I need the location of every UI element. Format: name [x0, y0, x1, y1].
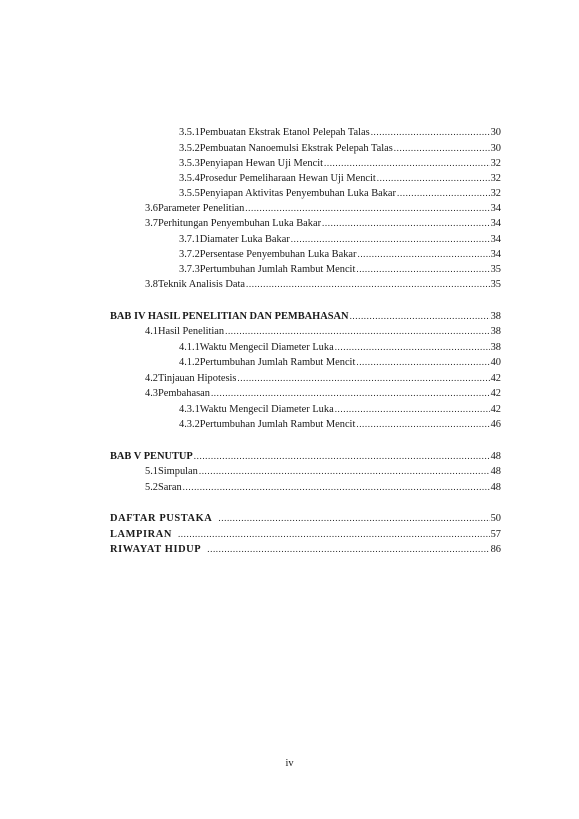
toc-entry — [179, 355, 501, 370]
toc-title: Pertumbuhan Jumlah Rambut Mencit — [199, 357, 356, 368]
toc-page: 32 — [490, 173, 501, 184]
toc-number: 3.7 — [145, 218, 158, 229]
toc-entry — [179, 402, 501, 417]
toc-title: Penyiapan Aktivitas Penyembuhan Luka Bakar — [199, 188, 397, 199]
toc-number: 4.3 — [145, 388, 158, 399]
toc-page: 32 — [490, 158, 501, 169]
toc-leader — [371, 125, 490, 139]
toc-entry — [179, 232, 501, 247]
toc-title: Saran — [158, 482, 182, 493]
toc-number: 3.5.4 — [179, 173, 200, 184]
toc-number: 4.1.2 — [179, 357, 200, 368]
toc-chapter-title: BAB IV HASIL PENELITIAN DAN PEMBAHASAN — [110, 311, 349, 322]
toc-title: Penyiapan Hewan Uji Mencit — [199, 158, 323, 169]
toc-entry — [179, 186, 501, 201]
toc-entry — [179, 156, 501, 171]
toc-page: 35 — [490, 264, 501, 275]
toc-leader — [356, 355, 489, 369]
toc-leader — [207, 542, 489, 556]
toc-leader — [397, 186, 490, 200]
toc-title: Perhitungan Penyembuhan Luka Bakar — [158, 218, 322, 229]
toc-page: 48 — [490, 466, 501, 477]
toc-entry — [145, 480, 501, 495]
toc-title: Prosedur Pemeliharaan Hewan Uji Mencit — [199, 173, 376, 184]
toc-entry — [179, 340, 501, 355]
toc-leader — [199, 464, 490, 478]
toc-page: 40 — [490, 357, 501, 368]
toc-title: Tinjauan Hipotesis — [158, 373, 237, 384]
toc-chapter-title: BAB V PENUTUP — [110, 451, 193, 462]
toc-page: 34 — [490, 249, 501, 260]
toc-leader — [356, 262, 489, 276]
toc-number: 4.3.2 — [179, 419, 200, 430]
toc-chapter-entry — [110, 511, 501, 526]
toc-leader — [237, 371, 489, 385]
toc-leader — [324, 156, 490, 170]
toc-leader — [357, 247, 489, 261]
toc-number: 4.2 — [145, 373, 158, 384]
toc-number: 5.1 — [145, 466, 158, 477]
toc-number: 3.5.5 — [179, 188, 200, 199]
toc-page: 42 — [490, 404, 501, 415]
toc-entry — [145, 464, 501, 479]
toc-page: 46 — [490, 419, 501, 430]
toc-title: Pembahasan — [158, 388, 210, 399]
toc-number: 4.1.1 — [179, 342, 200, 353]
toc-leader — [218, 511, 489, 525]
toc-number: 3.7.2 — [179, 249, 200, 260]
toc-page: 42 — [490, 373, 501, 384]
toc-chapter-title: LAMPIRAN — [110, 529, 172, 540]
toc-number: 3.7.1 — [179, 234, 200, 245]
toc-entry — [179, 125, 501, 140]
toc-page: 35 — [490, 279, 501, 290]
toc-entry — [179, 171, 501, 186]
toc-page: 86 — [490, 544, 501, 555]
toc-page: 38 — [490, 342, 501, 353]
toc-leader — [350, 309, 490, 323]
toc-leader — [291, 232, 490, 246]
toc-number: 3.6 — [145, 203, 158, 214]
toc-title: Hasil Penelitian — [158, 326, 225, 337]
toc-entry — [179, 417, 501, 432]
toc-leader — [211, 386, 490, 400]
toc-entry — [145, 324, 501, 339]
toc-page: 48 — [490, 451, 501, 462]
toc-number: 4.1 — [145, 326, 158, 337]
toc-title: Waktu Mengecil Diameter Luka — [199, 404, 334, 415]
toc-chapter-title: DAFTAR PUSTAKA — [110, 513, 213, 524]
toc-page: 50 — [490, 513, 501, 524]
toc-chapter-entry — [110, 527, 501, 542]
toc-number: 3.5.1 — [179, 127, 200, 138]
toc-entry — [145, 371, 501, 386]
toc-title: Waktu Mengecil Diameter Luka — [199, 342, 334, 353]
toc-number: 4.3.1 — [179, 404, 200, 415]
toc-title: Pembuatan Nanoemulsi Ekstrak Pelepah Talas — [199, 143, 393, 154]
toc-number: 3.5.3 — [179, 158, 200, 169]
toc-leader — [246, 277, 490, 291]
toc-title: Pembuatan Ekstrak Etanol Pelepah Talas — [199, 127, 370, 138]
toc-page: 38 — [490, 326, 501, 337]
page-number: iv — [285, 758, 294, 769]
toc-title: Diamater Luka Bakar — [199, 234, 290, 245]
toc-page: 42 — [490, 388, 501, 399]
toc-title: Pertumbuhan Jumlah Rambut Mencit — [199, 264, 356, 275]
toc-leader — [225, 324, 490, 338]
toc-number: 3.8 — [145, 279, 158, 290]
toc-leader — [335, 402, 490, 416]
toc-page: 38 — [490, 311, 501, 322]
toc-chapter-entry — [110, 449, 501, 464]
toc-title: Teknik Analisis Data — [158, 279, 246, 290]
toc-leader — [183, 480, 490, 494]
toc-page: 34 — [490, 234, 501, 245]
toc-page: 48 — [490, 482, 501, 493]
toc-page: 34 — [490, 203, 501, 214]
toc-leader — [377, 171, 490, 185]
toc-entry — [179, 262, 501, 277]
toc-title: Pertumbuhan Jumlah Rambut Mencit — [199, 419, 356, 430]
toc-number: 3.7.3 — [179, 264, 200, 275]
toc-entry — [145, 386, 501, 401]
toc-leader — [356, 417, 489, 431]
toc-page: 34 — [490, 218, 501, 229]
toc-number: 5.2 — [145, 482, 158, 493]
toc-page: 57 — [490, 529, 501, 540]
toc-title: Persentase Penyembuhan Luka Bakar — [199, 249, 357, 260]
toc-entry — [179, 141, 501, 156]
toc-chapter-entry — [110, 309, 501, 324]
toc-chapter-entry — [110, 542, 501, 557]
toc-leader — [322, 216, 490, 230]
toc-entry — [179, 247, 501, 262]
toc-leader — [194, 449, 490, 463]
toc-page: 32 — [490, 188, 501, 199]
toc-leader — [245, 201, 489, 215]
toc-page: 30 — [490, 143, 501, 154]
toc-entry — [145, 216, 501, 231]
toc-leader — [178, 527, 490, 541]
toc-number: 3.5.2 — [179, 143, 200, 154]
toc-entry — [145, 277, 501, 292]
toc-leader — [335, 340, 490, 354]
toc-title: Simpulan — [158, 466, 198, 477]
toc-page: 30 — [490, 127, 501, 138]
toc-title: Parameter Penelitian — [158, 203, 245, 214]
toc-chapter-title: RIWAYAT HIDUP — [110, 544, 202, 555]
toc-entry — [145, 201, 501, 216]
toc-leader — [394, 141, 490, 155]
